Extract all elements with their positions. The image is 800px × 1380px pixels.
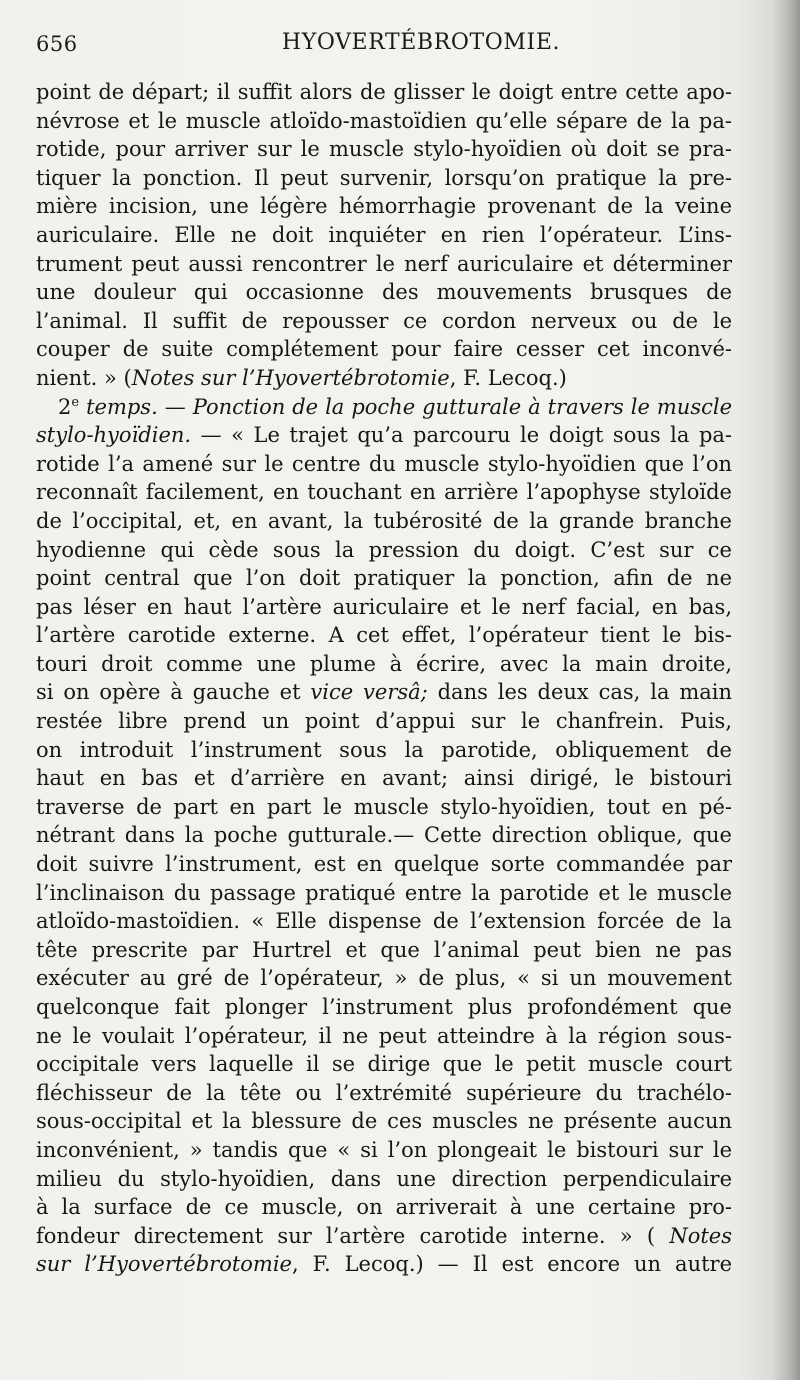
text-line bbox=[36, 221, 732, 250]
text-line bbox=[36, 450, 732, 479]
text-line bbox=[36, 250, 732, 279]
text-segment: point central que l’on doit pratiquer la ponction, afin de ne bbox=[36, 566, 732, 591]
text-segment: pas léser en haut l’artère auriculaire et le nerf facial, en bas, bbox=[36, 594, 732, 619]
text-line bbox=[36, 135, 732, 164]
page-number: 656 bbox=[36, 32, 78, 56]
text-segment: , F. Lecoq.) — Il est encore un autre bbox=[292, 1252, 732, 1277]
text-line bbox=[36, 678, 732, 707]
text-line bbox=[36, 1165, 732, 1194]
text-segment: fléchisseur de la tête ou l’extrémité supérieure du trachélo- bbox=[36, 1080, 732, 1105]
text-segment: si on opère à gauche et bbox=[36, 680, 311, 705]
text-segment: doit suivre l’instrument, est en quelque sorte commandée par bbox=[36, 852, 732, 877]
italic-text: sur l’Hyovertébrotomie bbox=[36, 1252, 292, 1277]
text-line bbox=[36, 421, 732, 450]
text-line bbox=[36, 278, 732, 307]
text-line bbox=[36, 850, 732, 879]
text-segment: quelconque fait plonger l’instrument plus profondément que bbox=[36, 995, 732, 1019]
text-line bbox=[36, 650, 732, 679]
text-segment: atloïdo-mastoïdien. « Elle dispense de l’extension forcée de la bbox=[36, 909, 732, 934]
text-segment: touri droit comme une plume à écrire, avec la main droite, bbox=[36, 651, 732, 676]
text-segment: restée libre prend un point d’appui sur le chanfrein. Puis, bbox=[36, 709, 732, 734]
text-line bbox=[36, 1250, 732, 1279]
text-segment: névrose et le muscle atloïdo-mastoïdien qu’elle sépare de la pa- bbox=[36, 108, 732, 133]
text-line bbox=[36, 364, 732, 393]
text-segment: sous-occipital et la blessure de ces muscles ne présente aucun bbox=[36, 1109, 732, 1134]
text-line bbox=[36, 1079, 732, 1108]
text-line bbox=[36, 107, 732, 136]
italic-text: vice versâ; bbox=[310, 680, 428, 705]
page-edge-shadow bbox=[772, 0, 800, 1380]
text-segment: trument peut aussi rencontrer le nerf auriculaire et déterminer bbox=[36, 251, 732, 276]
text-line bbox=[36, 536, 732, 565]
text-segment: à la surface de ce muscle, on arriverait à une certaine pro- bbox=[36, 1195, 732, 1220]
text-segment: , F. Lecoq.) bbox=[449, 365, 567, 390]
italic-text: temps. — Ponction de la poche gutturale à travers le muscle bbox=[86, 394, 733, 419]
superscript-text: e bbox=[71, 394, 80, 410]
page-header bbox=[36, 28, 736, 64]
italic-text: Notes sur l’Hyovertébrotomie bbox=[131, 365, 450, 390]
text-segment: 2 bbox=[58, 394, 72, 419]
text-segment: l’animal. Il suffit de repousser ce cordon nerveux ou de le bbox=[36, 308, 732, 333]
text-line bbox=[36, 507, 732, 536]
text-line bbox=[36, 335, 732, 364]
text-line bbox=[36, 993, 732, 1022]
text-line bbox=[36, 764, 732, 793]
text-segment: reconnaît facilement, en touchant en arrière l’apophyse styloïde bbox=[36, 480, 732, 505]
running-title: HYOVERTÉBROTOMIE. bbox=[281, 30, 561, 55]
text-line bbox=[36, 879, 732, 908]
text-segment: une douleur qui occasionne des mouvements brusques de bbox=[36, 280, 732, 305]
body-text bbox=[36, 78, 732, 1279]
text-segment: dans les deux cas, la main bbox=[427, 680, 732, 705]
text-segment: hyodienne qui cède sous la pression du doigt. C’est sur ce bbox=[36, 537, 732, 562]
text-segment: occipitale vers laquelle il se dirige que le petit muscle court bbox=[36, 1052, 732, 1077]
text-segment: inconvénient, » tandis que « si l’on plongeait le bistouri sur le bbox=[36, 1137, 732, 1162]
text-segment: exécuter au gré de l’opérateur, » de plus, « si un mouvement bbox=[36, 966, 732, 991]
text-segment: rotide l’a amené sur le centre du muscle stylo-hyoïdien que l’on bbox=[36, 451, 732, 476]
text-line bbox=[36, 307, 732, 336]
text-segment: auriculaire. Elle ne doit inquiéter en rien l’opérateur. L’ins- bbox=[36, 222, 732, 247]
text-line bbox=[36, 1022, 732, 1051]
text-segment: point de départ; il suffit alors de glisser le doigt entre cette apo- bbox=[36, 80, 732, 104]
text-line bbox=[36, 564, 732, 593]
text-line bbox=[36, 1222, 732, 1251]
text-segment: couper de suite complétement pour faire cesser cet inconvé- bbox=[36, 337, 732, 362]
text-line bbox=[36, 1107, 732, 1136]
text-line bbox=[36, 907, 732, 936]
text-segment: rotide, pour arriver sur le muscle stylo-hyoïdien où doit se pra- bbox=[36, 137, 732, 162]
text-segment: nétrant dans la poche gutturale.— Cette direction oblique, que bbox=[36, 823, 732, 848]
text-line bbox=[36, 793, 732, 822]
text-segment: nient. » ( bbox=[36, 365, 132, 390]
text-line bbox=[36, 621, 732, 650]
text-line bbox=[36, 478, 732, 507]
text-line bbox=[36, 736, 732, 765]
text-line bbox=[36, 1193, 732, 1222]
text-line bbox=[36, 593, 732, 622]
text-segment: tête prescrite par Hurtrel et que l’animal peut bien ne pas bbox=[36, 937, 732, 962]
text-segment: milieu du stylo-hyoïdien, dans une direction perpendiculaire bbox=[36, 1166, 732, 1191]
text-line bbox=[36, 1136, 732, 1165]
text-segment: de l’occipital, et, en avant, la tubérosité de la grande branche bbox=[36, 508, 732, 533]
text-segment: traverse de part en part le muscle stylo-hyoïdien, tout en pé- bbox=[36, 794, 732, 819]
italic-text: stylo-hyoïdien. — bbox=[36, 423, 222, 448]
text-line bbox=[36, 936, 732, 965]
text-segment: on introduit l’instrument sous la parotide, obliquement de bbox=[36, 737, 732, 762]
text-segment: ne le voulait l’opérateur, il ne peut atteindre à la région sous- bbox=[36, 1023, 732, 1048]
text-segment: l’inclinaison du passage pratiqué entre la parotide et le muscle bbox=[36, 880, 732, 905]
text-line bbox=[36, 164, 732, 193]
text-segment: « Le trajet qu’a parcouru le doigt sous la pa- bbox=[221, 423, 732, 448]
text-line bbox=[36, 964, 732, 993]
text-segment: tiquer la ponction. Il peut survenir, lorsqu’on pratique la pre- bbox=[36, 165, 732, 190]
text-segment: fondeur directement sur l’artère carotide interne. » ( bbox=[36, 1223, 670, 1248]
text-segment: mière incision, une légère hémorrhagie provenant de la veine bbox=[36, 194, 732, 219]
text-line bbox=[36, 78, 732, 107]
text-segment: haut en bas et d’arrière en avant; ainsi dirigé, le bistouri bbox=[36, 766, 732, 791]
italic-text: Notes bbox=[669, 1223, 732, 1248]
text-line bbox=[36, 707, 732, 736]
text-segment: l’artère carotide externe. A cet effet, l’opérateur tient le bis- bbox=[36, 623, 732, 648]
text-line bbox=[36, 1050, 732, 1079]
text-line bbox=[36, 821, 732, 850]
text-line bbox=[36, 393, 732, 422]
text-line bbox=[36, 192, 732, 221]
